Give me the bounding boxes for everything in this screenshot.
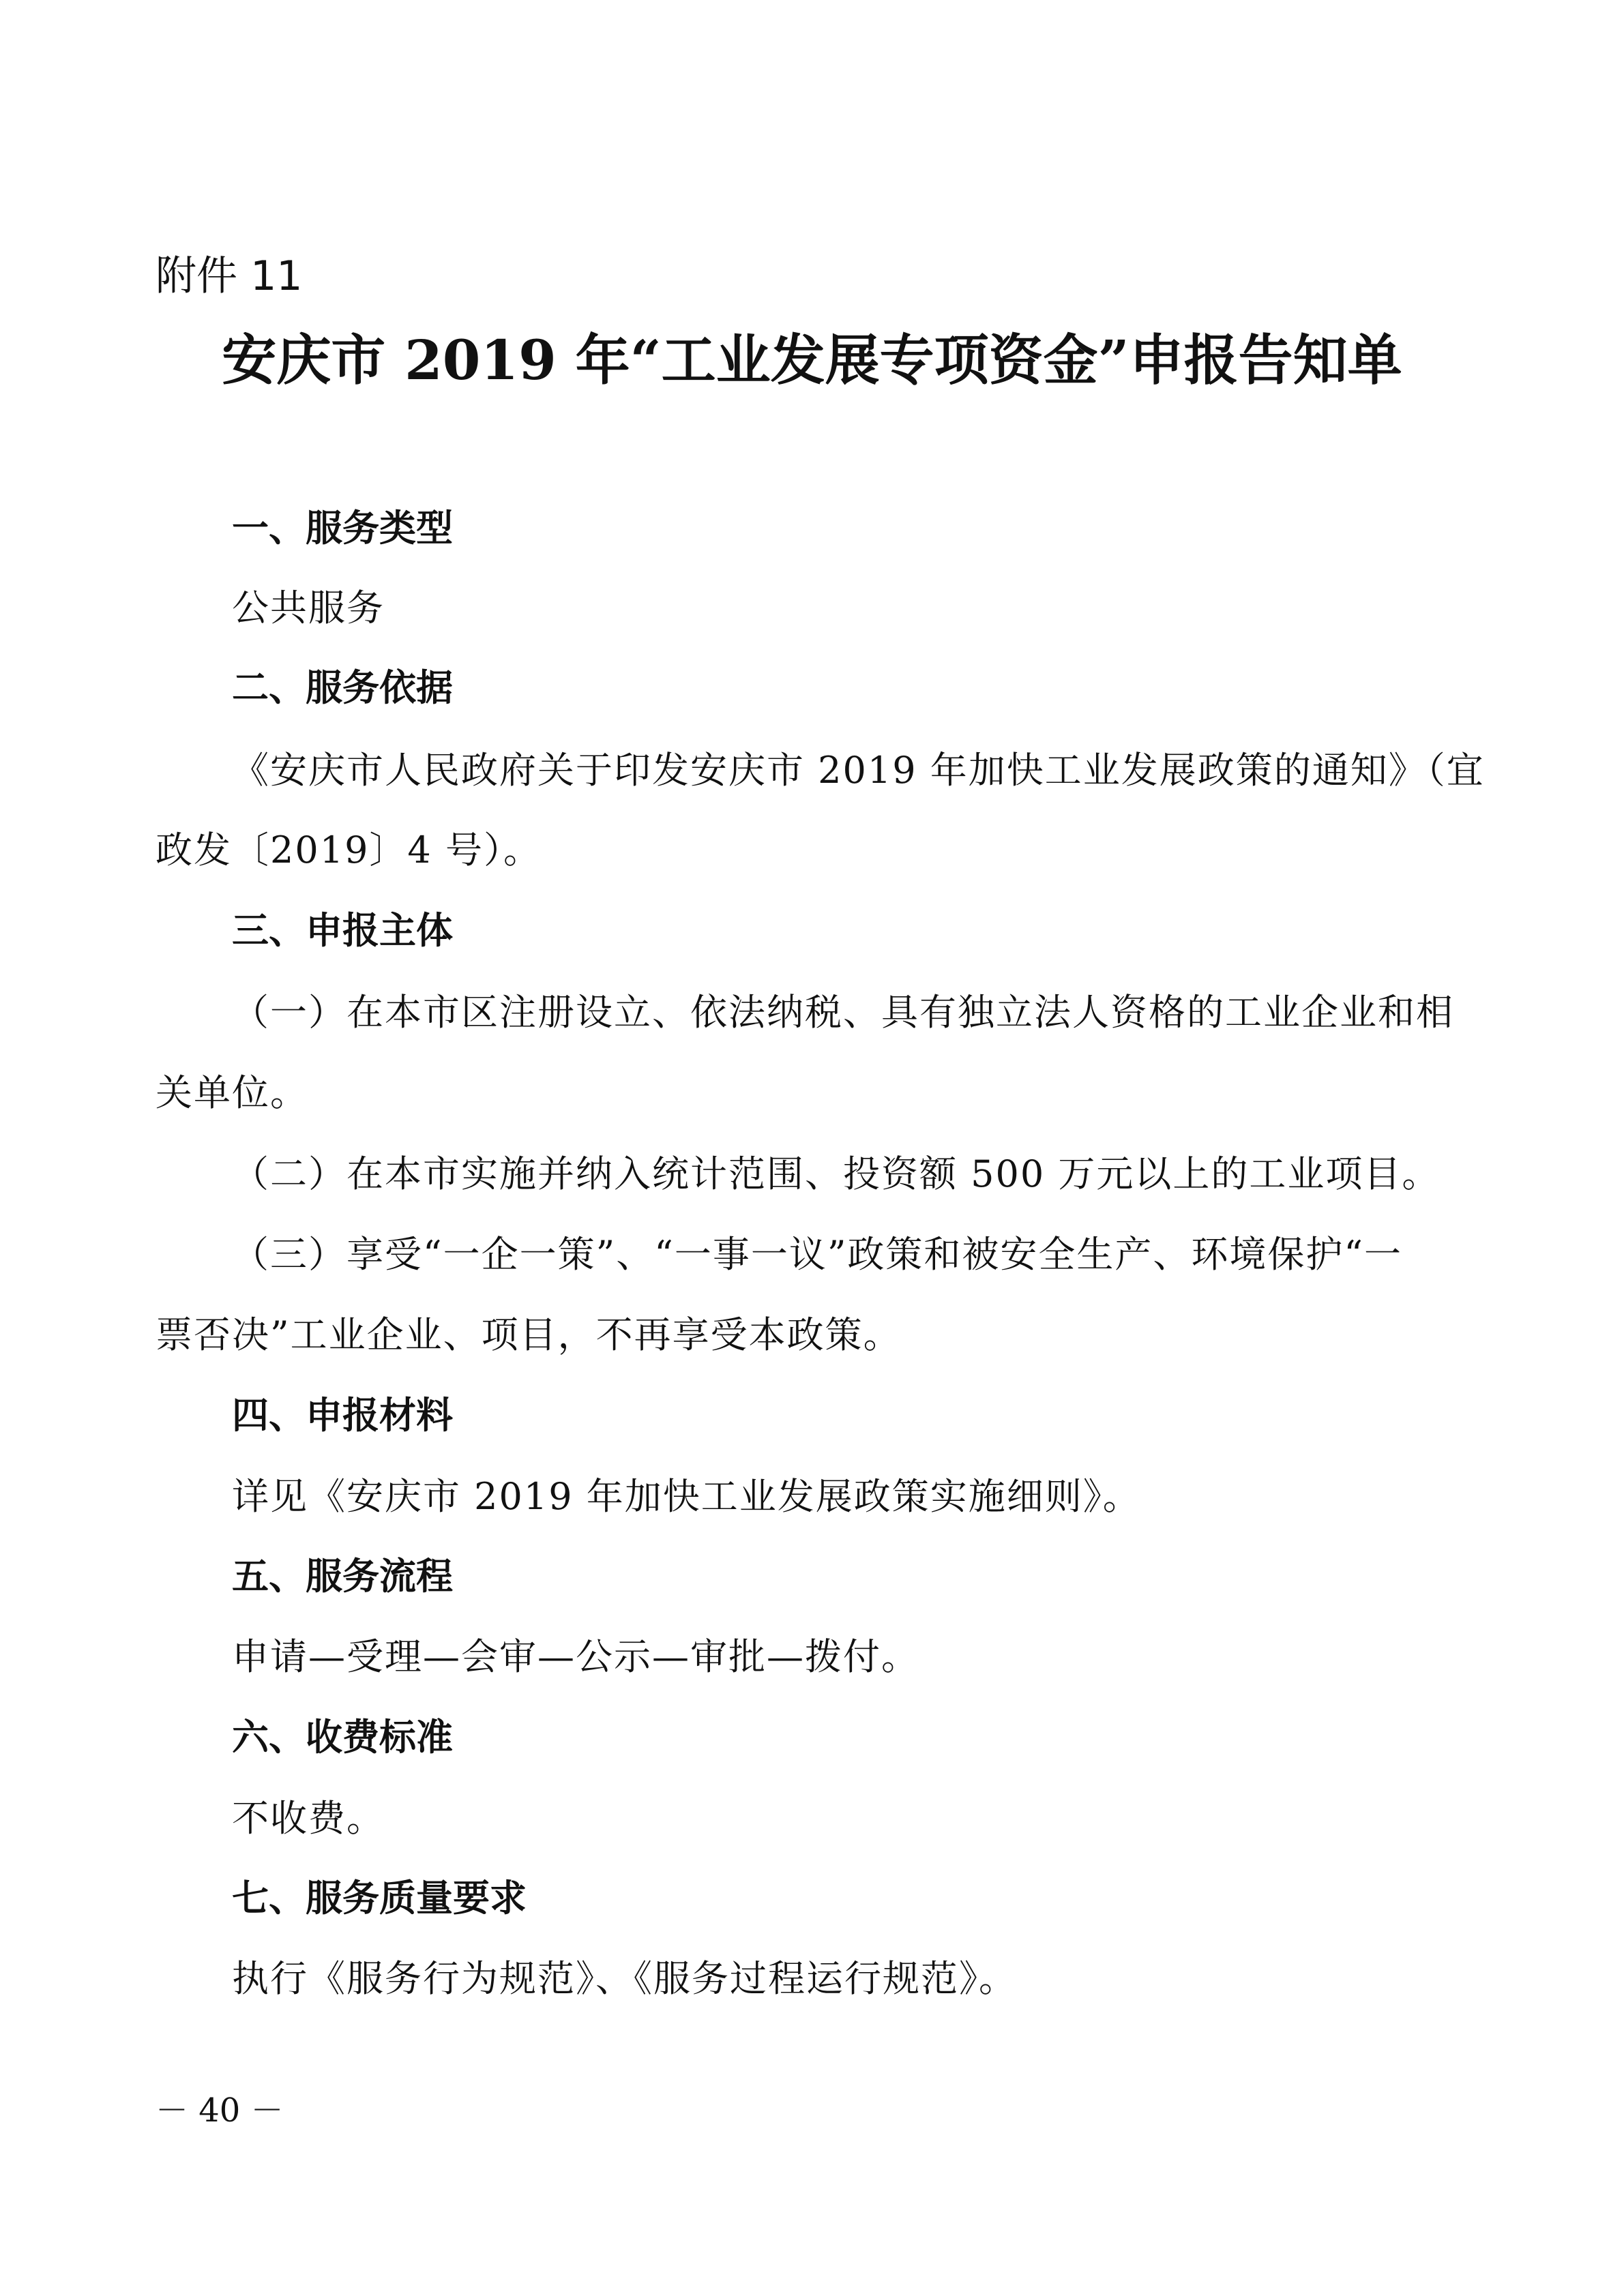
section-heading-quality: 七、服务质量要求 <box>232 1877 527 1920</box>
service-type-text: 公共服务 <box>232 586 385 629</box>
applicant-item-1-line-2: 关单位。 <box>156 1071 308 1114</box>
applicant-item-2: （二）在本市实施并纳入统计范围、投资额 500 万元以上的工业项目。 <box>232 1152 1441 1195</box>
document-title: 安庆市 2019 年“工业发展专项资金”申报告知单 <box>222 328 1402 392</box>
section-heading-applicant: 三、申报主体 <box>232 909 453 952</box>
applicant-item-3-line-2: 票否决”工业企业、项目，不再享受本政策。 <box>156 1313 902 1356</box>
section-heading-service-basis: 二、服务依据 <box>232 666 453 709</box>
applicant-item-3-line-1: （三）享受“一企一策”、“一事一议”政策和被安全生产、环境保护“一 <box>232 1233 1403 1276</box>
fees-text: 不收费。 <box>232 1797 385 1840</box>
section-heading-materials: 四、申报材料 <box>232 1394 453 1437</box>
section-heading-fees: 六、收费标准 <box>232 1716 453 1759</box>
attachment-label: 附件 11 <box>156 252 303 300</box>
section-heading-process: 五、服务流程 <box>232 1555 453 1598</box>
materials-text: 详见《安庆市 2019 年加快工业发展政策实施细则》。 <box>232 1475 1141 1518</box>
process-text: 申请—受理—会审—公示—审批—拨付。 <box>232 1635 919 1678</box>
service-basis-line-2: 政发〔2019〕4 号）。 <box>156 829 542 871</box>
service-basis-line-1: 《安庆市人民政府关于印发安庆市 2019 年加快工业发展政策的通知》（宜 <box>232 749 1485 792</box>
quality-text: 执行《服务行为规范》、《服务过程运行规范》。 <box>232 1957 1017 2000</box>
section-heading-service-type: 一、服务类型 <box>232 507 453 550</box>
page-number: － 40 － <box>156 2091 284 2130</box>
applicant-item-1-line-1: （一）在本市区注册设立、依法纳税、具有独立法人资格的工业企业和相 <box>232 991 1454 1034</box>
